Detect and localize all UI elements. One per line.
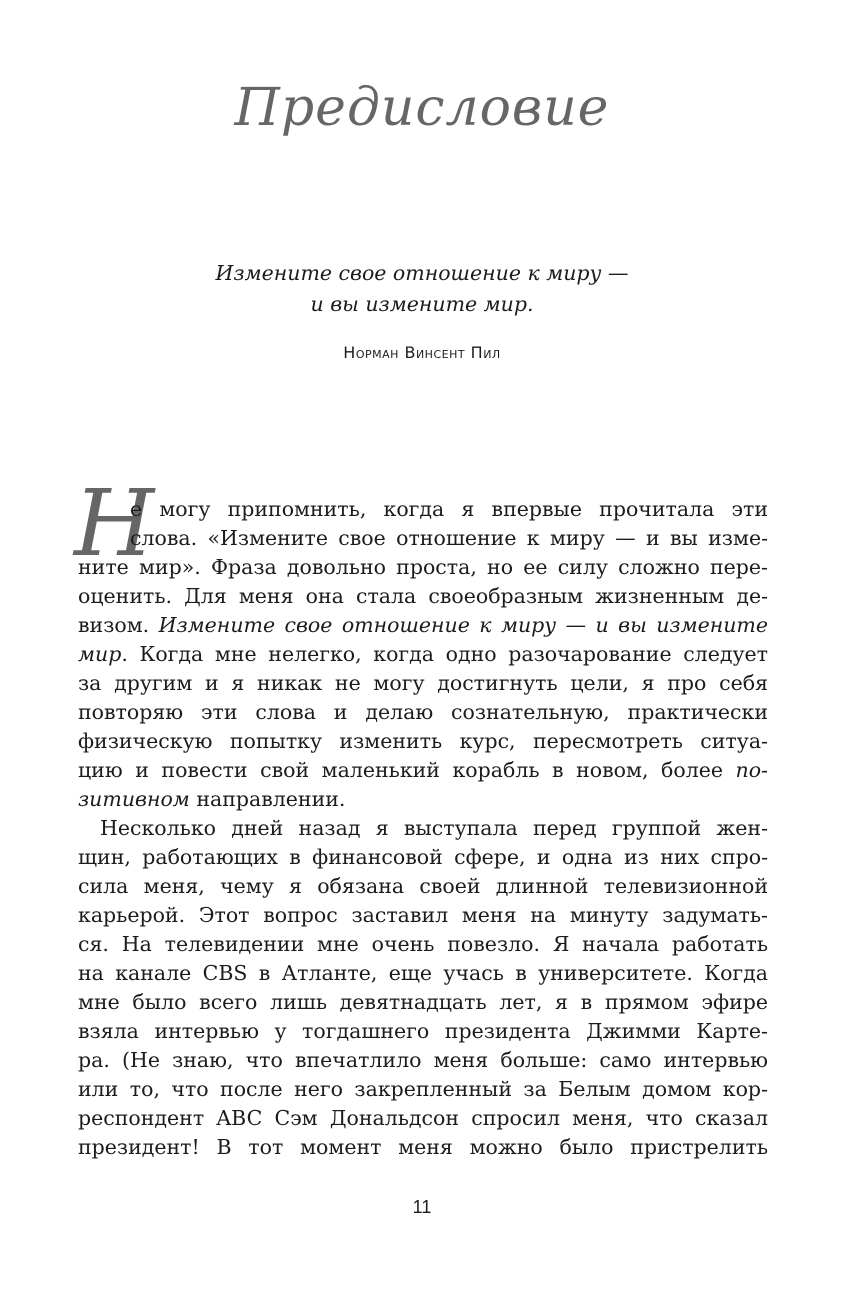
epigraph-line-2: и вы измените мир.: [310, 292, 534, 316]
epigraph: [0, 258, 844, 320]
text-line: карьерой. Этот вопрос заставил меня на минуту задумать-: [78, 903, 768, 927]
text-line: сила меня, чему я обязана своей длинной телевизионной: [78, 874, 768, 898]
text-line: щин, работающих в финансовой сфере, и одна из них спро-: [78, 845, 768, 869]
text-line: президент! В тот момент меня можно было пристрелить: [78, 1135, 768, 1159]
drop-cap: Н: [74, 470, 155, 577]
text-line: мне было всего лишь девятнадцать лет, я в прямом эфире: [78, 990, 768, 1014]
text-line: ся. На телевидении мне очень повезло. Я начала работать: [78, 932, 768, 956]
text-line: взяла интервью у тогдашнего президента Джимми Карте-: [78, 1019, 768, 1043]
text-line: цию и повести свой маленький корабль в новом, более по-: [78, 758, 768, 782]
text-line: зитивном направлении.: [78, 787, 346, 811]
text-line: слова. «Измените свое отношение к миру — и вы изме-: [130, 526, 768, 550]
text-line: ните мир». Фраза довольно проста, но ее силу сложно пере-: [78, 555, 768, 579]
text-line: физическую попытку изменить курс, пересмотреть ситуа-: [78, 729, 768, 753]
text-line: Несколько дней назад я выступала перед группой жен-: [100, 816, 768, 840]
epigraph-line-1: Измените свое отношение к миру —: [215, 261, 629, 285]
page-number: 11: [412, 1197, 432, 1217]
text-line: респондент ABC Сэм Дональдсон спросил меня, что сказал: [78, 1106, 768, 1130]
text-line: визом. Измените свое отношение к миру — и вы измените: [78, 613, 768, 637]
text-line: повторяю эти слова и делаю сознательную, практически: [78, 700, 768, 724]
body-text: [78, 495, 768, 1162]
text-line: е могу припомнить, когда я впервые прочитала эти: [130, 497, 768, 521]
epigraph-author: Норман Винсент Пил: [343, 343, 501, 362]
chapter-title: Предисловие: [234, 78, 610, 138]
text-line: ра. (Не знаю, что впечатлило меня больше: само интервью: [78, 1048, 768, 1072]
text-line: за другим и я никак не могу достигнуть цели, я про себя: [78, 671, 768, 695]
text-line: оценить. Для меня она стала своеобразным жизненным де-: [78, 584, 768, 608]
text-line: на канале CBS в Атланте, еще учась в университете. Когда: [78, 961, 768, 985]
text-line: мир. Когда мне нелегко, когда одно разочарование следует: [78, 642, 768, 666]
text-line: или то, что после него закрепленный за Белым домом кор-: [78, 1077, 768, 1101]
